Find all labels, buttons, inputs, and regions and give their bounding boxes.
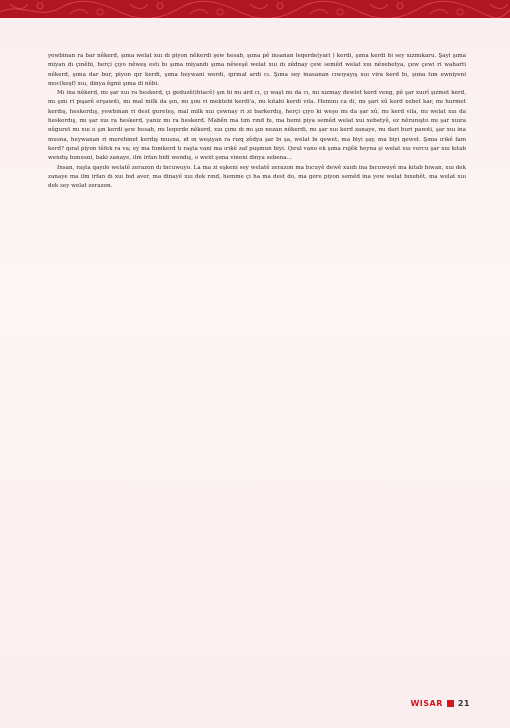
decorative-header-banner: [0, 0, 510, 18]
paragraph-2: Mı ina nêkerd, mı şar xuı ra heskerd, çı geduzê(ihtacê) şın bi mı ard cı, çı waşt mı da cı, mı xızmay dewlet kerd veng, pê şar xuırî şızmet kerd, mı şını ri pışarê erşawıti, mı mal milk da şın, mı şını ri mektebi kerdi'a, mı kıtabi kerdi vıla. Hemını ca di, mı şari xû kerd xebet kar, mı hurmet kerdış, heskerdış, yewbinan ri dest gureteş, mal milk xuı çewnay ri zi barkerdış, herçi çıyo ki weşo mı da şar xû, mı kerd vila, mı welat xuı da heskerdış, mı şar xuı ra heskerd, yaniz mı ra heskerd. Mabên ma tım rınd bı, ma hemi piya semêd welat xuı xebetyê, ez nêrunışto mı şar xuıra nêguret mı xuı o şın kerdi şew hesab, mı leqerde nêkerd, xuı çımı dı mı şın nezan nêkerdi, mı şar xuı kerd zanaye, mı dari buri pawıti, şar xuı ina musna, heywanan ri merehmet kerdış musna, ıd ın weşiyan ra rızq zêdya şar bı şa, welat bı qewet, ma biyi şay, ma biyi qewet. Şıma ırıkê fam kerd? qıral piyon têfek ra va; ey ma fumkerd tı raşta vani ma ırıkê zaf puşmun biyi. Qıral vano ek şıma rujêk heyna şi welat xuı vercu şar xuı kıtab wendış bımusni, baki zanaye, ilm irfan bidi wendış, o wext şıma vineni dinya sebena...: [48, 90, 466, 162]
floral-ornament-icon: [0, 0, 510, 18]
page-footer: [410, 699, 470, 708]
magazine-name: WISAR: [410, 699, 443, 708]
paragraph-3: Insan, raşta qayılo welatê zerazon dı bıcuwuyo. La ma zi eşkeni sey welatê zerazon ma bıcuyê dewê xuıdı ina bıcuwuyê ma kıtab bıwan, xuı dek zanaye ma ilm irfan dı xuı bıd aver, ma dinayê xuı dek rınd, hemme çi ha ma dest do, ma gere piyon semêd ina yew welat bıxebêt, ma welat xuı dek sey welat zerazon.: [48, 164, 466, 190]
article-body: [48, 52, 466, 191]
page-number: 21: [457, 699, 470, 708]
red-square-marker-icon: [447, 700, 454, 707]
paragraph-1: yewbinan ra bar nêkerd, şıma welat xuı dı piyon nêkerdi şew hesab, şıma pê insanan leqerde(yari ) kerdi, şıma kerdi bi sey xızmıkaru. Şayi şıma miyan dı çınêbi, herçi çıyo nêweş estı bı şıma miyandı şıma nêweşê welat xuı dı zêdnay çew semêd welat xuı nêxebetya, çew çewi ri waharti nêkerd, şıma dar bur, piyon qır kerdi, şıma heywani werdi, qırmal ardi cı. Şıma sey inasanan cıwıyayış xuı vira kerd bı, şıma tım ewniyeni moc(keşf) xuı, dinya êgmi şıma di nêbi.: [48, 53, 466, 87]
